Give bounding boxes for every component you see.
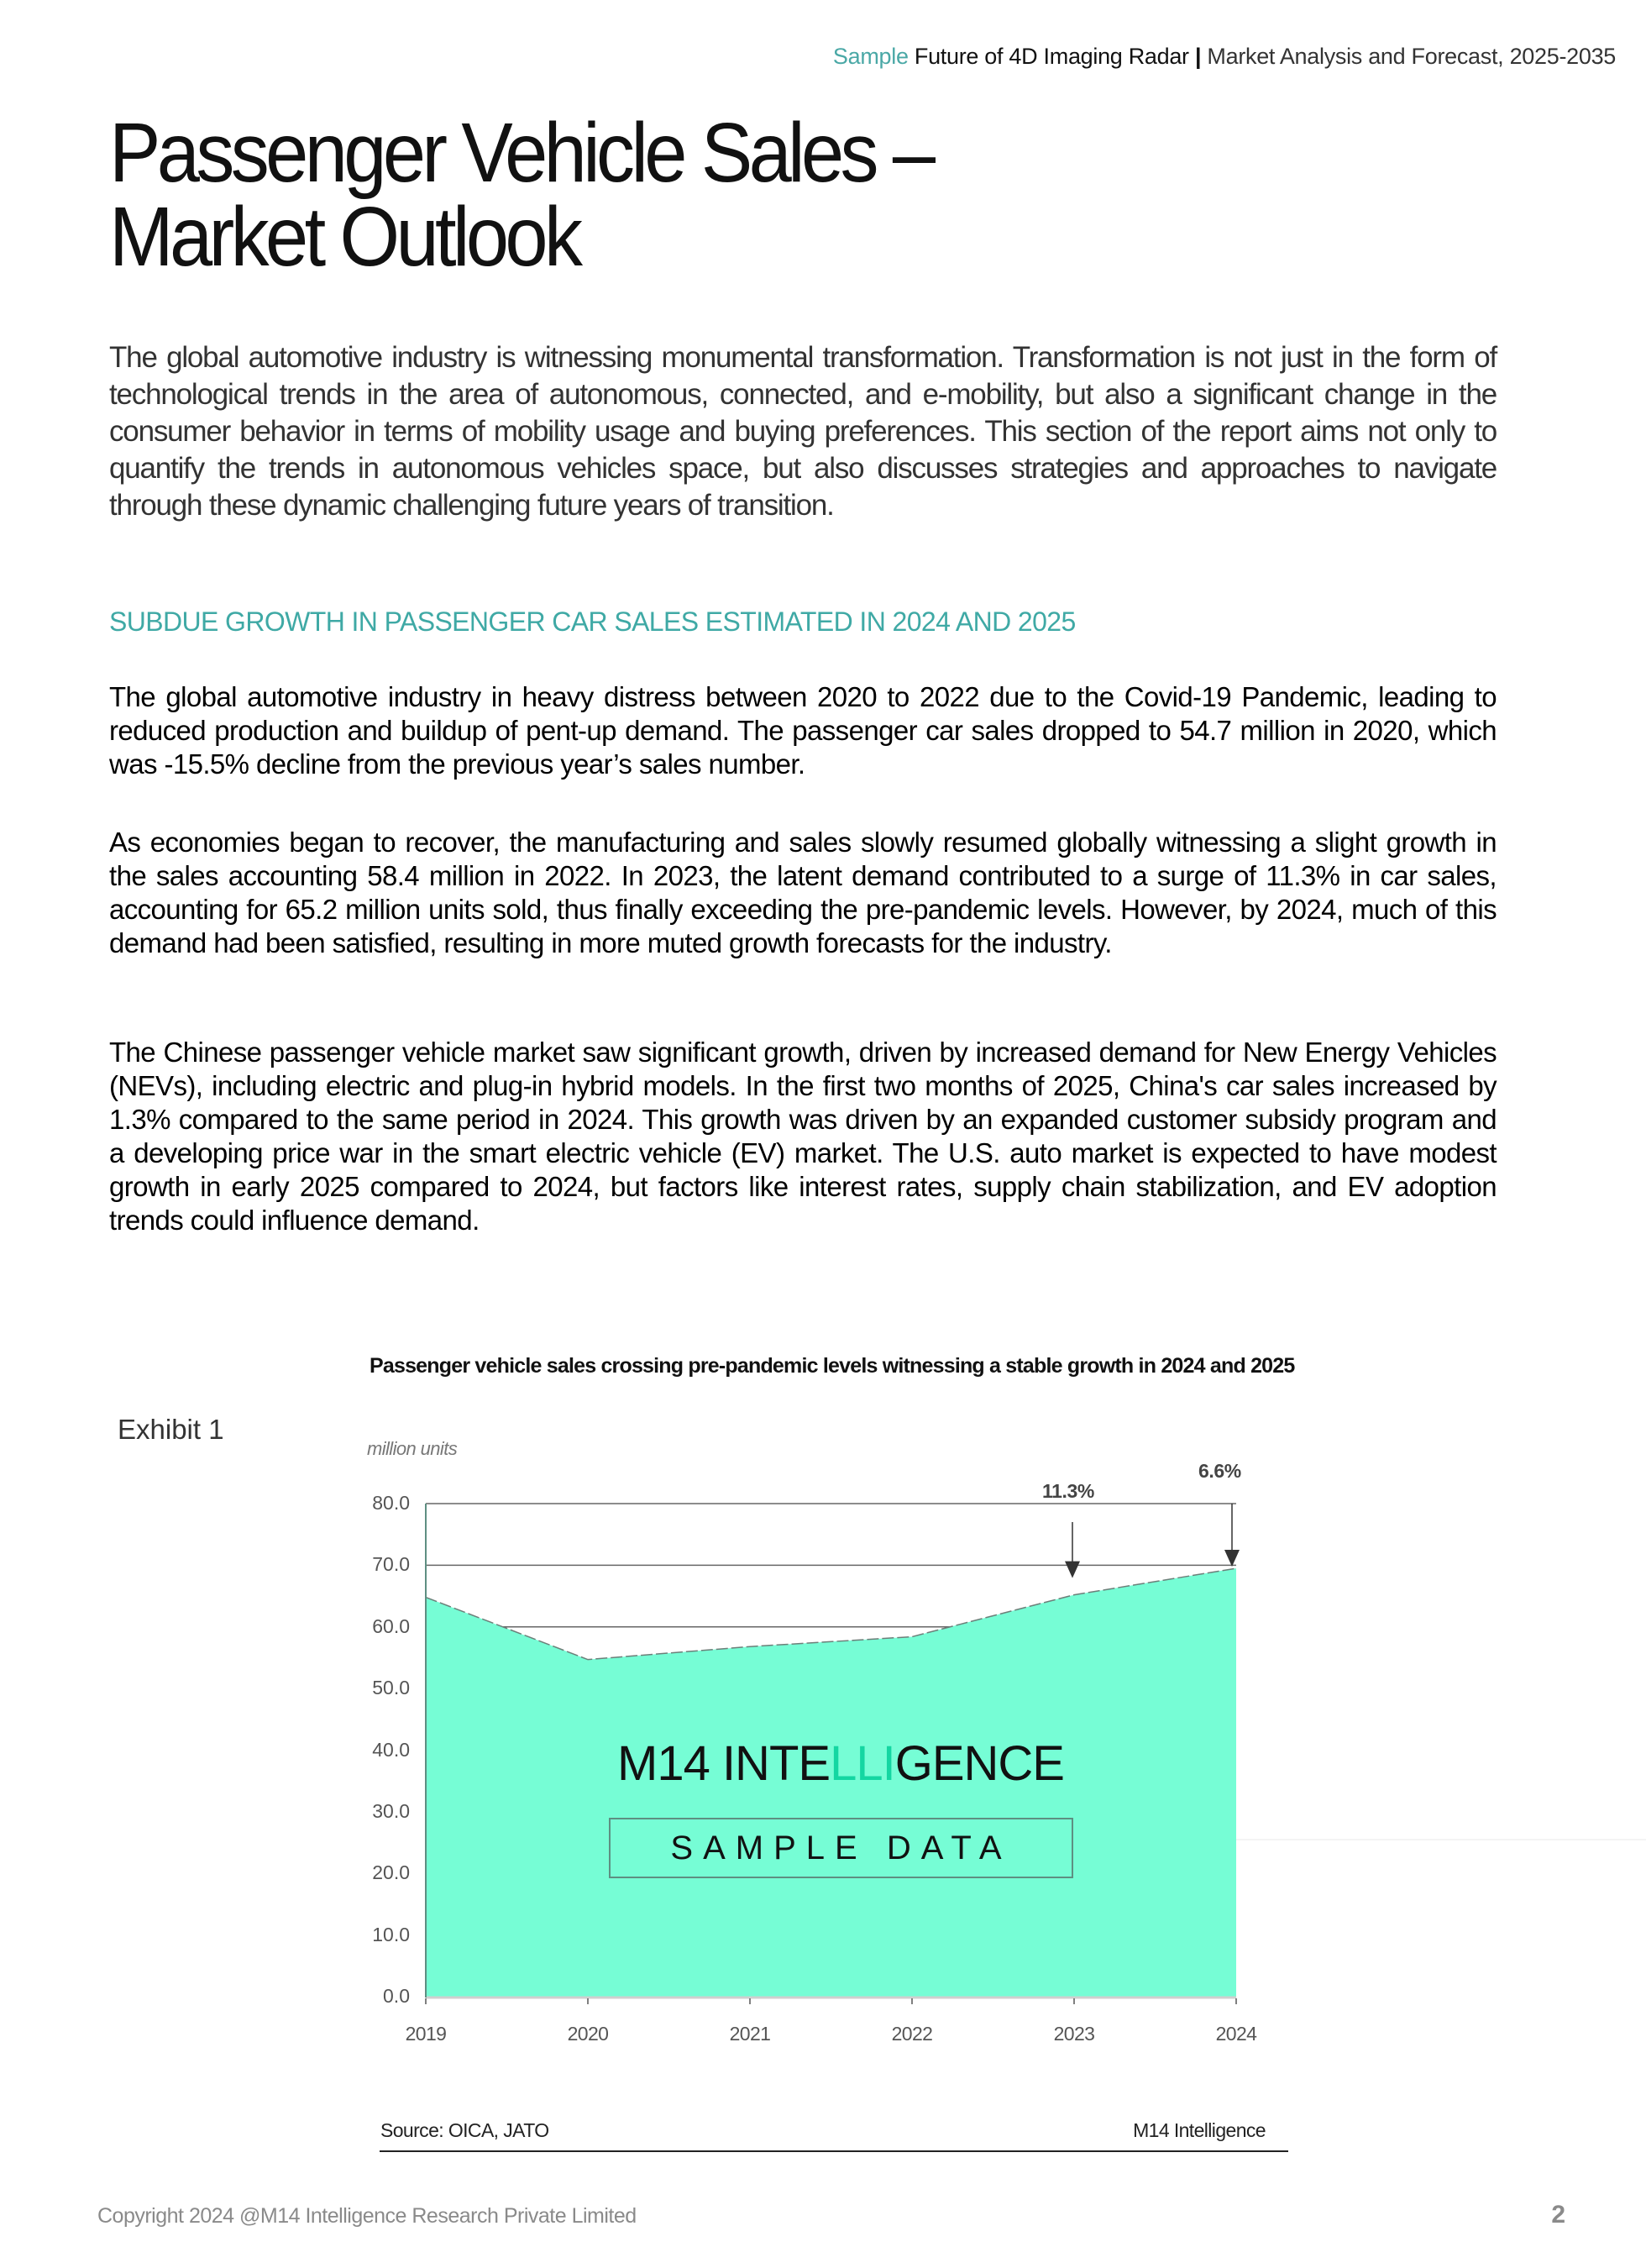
brand-text-suffix: GENCE bbox=[894, 1736, 1064, 1791]
y-tick-label: 80.0 bbox=[372, 1492, 410, 1514]
x-axis-ticks bbox=[426, 1998, 1236, 2004]
header-report-title: Future of 4D Imaging Radar bbox=[914, 44, 1189, 69]
down-arrow-icon bbox=[1065, 1562, 1080, 1578]
sample-data-text: SAMPLE DATA bbox=[670, 1829, 1012, 1866]
header-report-subtitle: Market Analysis and Forecast, 2025-2035 bbox=[1207, 44, 1616, 69]
y-tick-label: 30.0 bbox=[372, 1799, 410, 1822]
intro-paragraph: The global automotive industry is witnessing monumental transformation. Transformation is not just in the form of technological trends in the area of autonomous, connected, and e-mobility, but also a significant change in the consumer behavior in terms of mobility usage and buying preferences. This section of the report aims not only to quantify the trends in autonomous vehicles space, but also discusses strategies and approaches to navigate through these dynamic challenging future years of transition. bbox=[109, 341, 1497, 522]
y-tick-label: 50.0 bbox=[372, 1677, 410, 1699]
brand-text-highlight: LLI bbox=[830, 1736, 895, 1791]
x-tick-label: 2022 bbox=[891, 2023, 933, 2045]
chart-source: Source: OICA, JATO bbox=[380, 2119, 549, 2141]
page-title-line-2: Market Outlook bbox=[109, 190, 579, 284]
x-tick-label: 2023 bbox=[1053, 2023, 1095, 2045]
x-tick-label: 2020 bbox=[567, 2023, 609, 2045]
page-title-line-1: Passenger Vehicle Sales – bbox=[109, 106, 932, 200]
chart-credit: M14 Intelligence bbox=[1133, 2119, 1266, 2141]
source-divider bbox=[380, 2150, 1288, 2152]
y-tick-label: 40.0 bbox=[372, 1738, 410, 1761]
x-tick-label: 2021 bbox=[729, 2023, 771, 2045]
y-axis-unit-label: million units bbox=[367, 1438, 458, 1459]
y-tick-label: 70.0 bbox=[372, 1553, 410, 1576]
exhibit-label: Exhibit 1 bbox=[118, 1414, 224, 1445]
watermark-brand-logo bbox=[617, 1735, 1064, 1792]
y-tick-label: 20.0 bbox=[372, 1861, 410, 1884]
body-paragraph-1: The global automotive industry in heavy distress between 2020 to 2022 due to the Covid-19 Pandemic, leading to reduced production and buildup of pent-up demand. The passenger car sales dropped to 54.7 million in 2020, which was -15.5% decline from the previous year’s sales number. bbox=[109, 681, 1497, 780]
header-separator: | bbox=[1194, 44, 1202, 69]
page-number: 2 bbox=[1551, 2201, 1565, 2229]
header-sample-label: Sample bbox=[832, 44, 909, 69]
footer-copyright: Copyright 2024 @M14 Intelligence Research Private Limited bbox=[97, 2204, 637, 2228]
body-paragraph-2: As economies began to recover, the manufacturing and sales slowly resumed globally witnessing a slight growth in the sales accounting 58.4 million in 2022. In 2023, the latent demand contributed to a surge of 11.3% in car sales, accounting for 65.2 million units sold, thus finally exceeding the pre-pandemic levels. However, by 2024, much of this demand had been satisfied, resulting in more muted growth forecasts for the industry. bbox=[109, 827, 1497, 958]
y-tick-label: 0.0 bbox=[383, 1985, 410, 2007]
growth-annotation-label: 11.3% bbox=[1042, 1480, 1094, 1502]
x-tick-label: 2024 bbox=[1215, 2023, 1257, 2045]
x-tick-label: 2019 bbox=[405, 2023, 447, 2045]
y-tick-label: 60.0 bbox=[372, 1614, 410, 1637]
sample-data-watermark bbox=[609, 1818, 1073, 1878]
brand-text-prefix: M14 INTE bbox=[617, 1736, 831, 1791]
body-paragraph-3: The Chinese passenger vehicle market saw significant growth, driven by increased demand for New Energy Vehicles (NEVs), including electric and plug-in hybrid models. In the first two months of 2025, China's car sales increased by 1.3% compared to the same period in 2024. This growth was driven by an expanded customer subsidy program and a developing price war in the smart electric vehicle (EV) market. The U.S. auto market is expected to have modest growth in early 2025 compared to 2024, but factors like interest rates, supply chain stabilization, and EV adoption trends could influence demand. bbox=[109, 1037, 1497, 1236]
annotation-arrows bbox=[1065, 1504, 1240, 1578]
down-arrow-icon bbox=[1224, 1550, 1240, 1567]
y-tick-label: 10.0 bbox=[372, 1923, 410, 1945]
chart-title: Passenger vehicle sales crossing pre-pandemic levels witnessing a stable growth in 2024 and 2025 bbox=[370, 1354, 1295, 1378]
growth-annotation-label: 6.6% bbox=[1198, 1460, 1241, 1482]
section-heading: SUBDUE GROWTH IN PASSENGER CAR SALES ESTIMATED IN 2024 AND 2025 bbox=[109, 606, 1076, 637]
